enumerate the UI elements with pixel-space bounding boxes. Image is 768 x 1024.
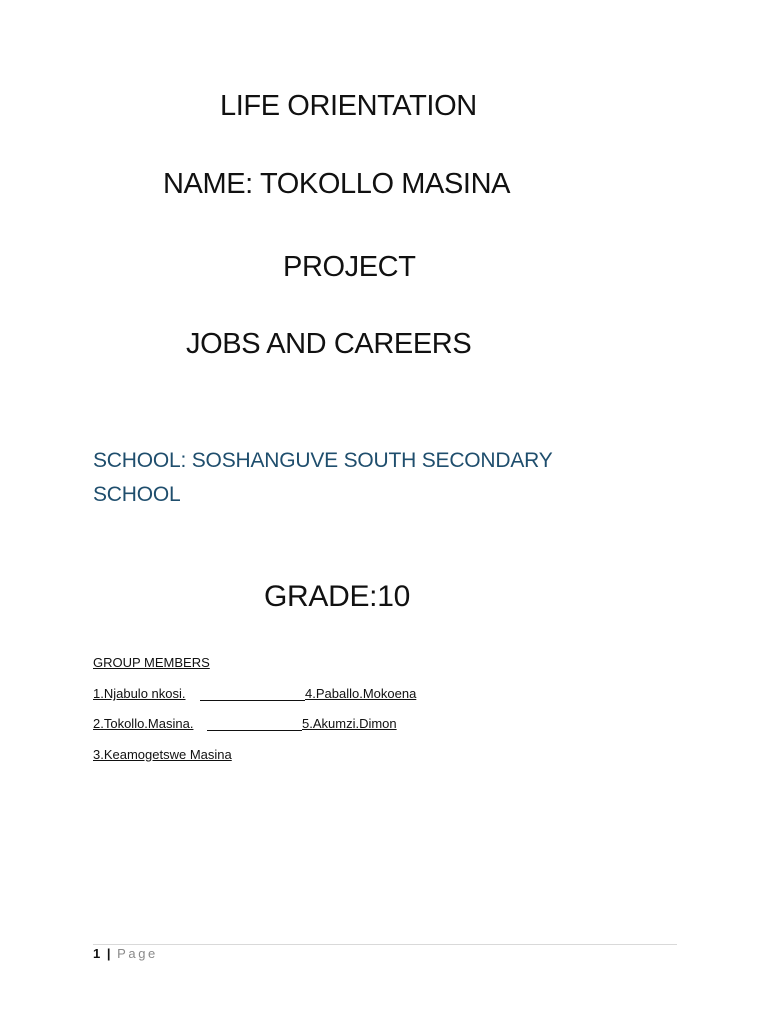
footer-separator: | — [106, 946, 111, 961]
school-name — [93, 444, 633, 512]
underline-gap — [200, 700, 305, 701]
member-2: 2.Tokollo.Masina. — [93, 716, 194, 731]
member-4: 4.Paballo.Mokoena — [305, 686, 417, 701]
student-name: NAME: TOKOLLO MASINA — [163, 168, 511, 200]
page-number: 1 — [93, 946, 101, 961]
school-line-1: SCHOOL: SOSHANGUVE SOUTH SECONDARY — [93, 449, 553, 472]
underline-gap — [207, 730, 302, 731]
member-3: 3.Keamogetswe Masina — [93, 747, 232, 762]
project-topic: JOBS AND CAREERS — [186, 328, 472, 360]
member-1: 1.Njabulo nkosi. — [93, 686, 186, 701]
project-label: PROJECT — [283, 251, 416, 283]
page-label: Page — [117, 946, 158, 961]
footer-divider — [93, 944, 677, 945]
subject-title: LIFE ORIENTATION — [220, 90, 477, 122]
grade-label: GRADE:10 — [264, 580, 410, 613]
group-members-title: GROUP MEMBERS — [93, 655, 210, 670]
member-5: 5.Akumzi.Dimon — [302, 716, 397, 731]
school-line-2: SCHOOL — [93, 483, 181, 506]
page-footer — [93, 946, 158, 961]
